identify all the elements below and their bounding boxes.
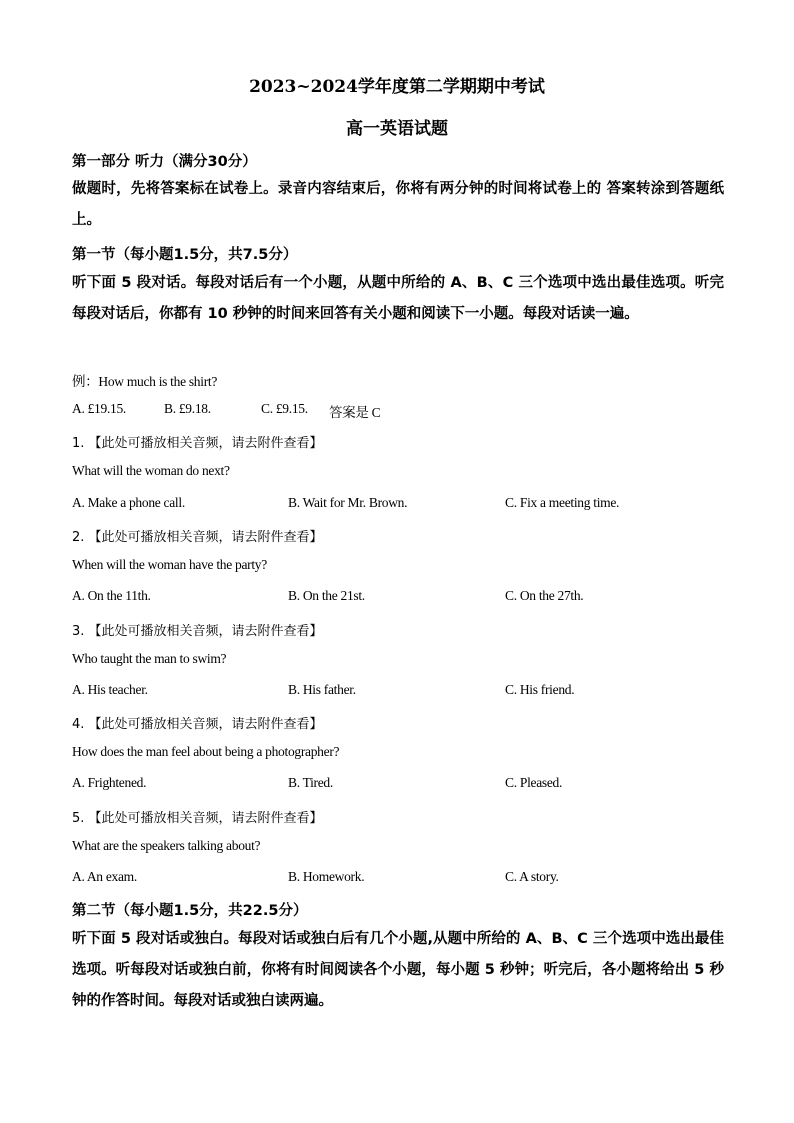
- section2-instructions: 听下面 5 段对话或独白。每段对话或独白后有几个小题,从题中所给的 A、B、C 三个选项中选出最佳选项。听每段对话或独白前，你将有时间阅读各个小题，每小题 5 秒钟；听完后，各小题将给出 5 秒钟的作答时间。每段对话或独白读两遍。: [72, 931, 724, 1009]
- q4-question: How does the man feel about being a photographer?: [72, 744, 340, 759]
- q2-audio-note[interactable]: 2. 【此处可播放相关音频，请去附件查看】: [72, 530, 323, 545]
- example-question: 例：How much is the shirt?: [72, 374, 218, 389]
- q3-question: Who taught the man to swim?: [72, 651, 227, 666]
- exam-subtitle: 高一英语试题: [346, 119, 448, 139]
- section1-instructions: 听下面 5 段对话。每段对话后有一个小题，从题中所给的 A、B、C 三个选项中选出最佳选项。听完每段对话后，你都有 10 秒钟的时间来回答有关小题和阅读下一小题。每段对话读一遍。: [72, 275, 724, 322]
- q5-option-c: C. A story.: [505, 869, 559, 884]
- q5-question: What are the speakers talking about?: [72, 838, 261, 853]
- example-answer: 答案是 C: [329, 405, 381, 420]
- q5-option-b: B. Homework.: [288, 869, 365, 884]
- q2-option-c: C. On the 27th.: [505, 588, 584, 603]
- example-option-c: C. £9.15.: [261, 401, 308, 416]
- q1-audio-note[interactable]: 1. 【此处可播放相关音频，请去附件查看】: [72, 436, 323, 451]
- example-option-a: A. £19.15.: [72, 401, 126, 416]
- q2-option-a: A. On the 11th.: [72, 588, 151, 603]
- q4-option-c: C. Pleased.: [505, 775, 563, 790]
- q3-audio-note[interactable]: 3. 【此处可播放相关音频，请去附件查看】: [72, 624, 323, 639]
- q4-audio-note[interactable]: 4. 【此处可播放相关音频，请去附件查看】: [72, 717, 323, 732]
- section1-heading: 第一节（每小题1.5分，共7.5分）: [72, 247, 298, 263]
- q1-option-c: C. Fix a meeting time.: [505, 495, 620, 510]
- q2-question: When will the woman have the party?: [72, 557, 267, 572]
- q1-question: What will the woman do next?: [72, 463, 230, 478]
- q5-audio-note[interactable]: 5. 【此处可播放相关音频，请去附件查看】: [72, 811, 323, 826]
- q3-option-b: B. His father.: [288, 682, 356, 697]
- q4-option-b: B. Tired.: [288, 775, 333, 790]
- example-option-b: B. £9.18.: [164, 401, 211, 416]
- section2-heading: 第二节（每小题1.5分，共22.5分）: [72, 903, 308, 919]
- q5-option-a: A. An exam.: [72, 869, 137, 884]
- q2-option-b: B. On the 21st.: [288, 588, 365, 603]
- q4-option-a: A. Frightened.: [72, 775, 147, 790]
- part1-instructions: 做题时，先将答案标在试卷上。录音内容结束后，你将有两分钟的时间将试卷上的 答案转涂到答题纸上。: [72, 181, 724, 228]
- q3-option-a: A. His teacher.: [72, 682, 148, 697]
- q3-option-c: C. His friend.: [505, 682, 575, 697]
- part1-heading: 第一部分 听力（满分30分）: [72, 154, 257, 170]
- q1-option-a: A. Make a phone call.: [72, 495, 185, 510]
- q1-option-b: B. Wait for Mr. Brown.: [288, 495, 408, 510]
- exam-title: 2023~2024学年度第二学期期中考试: [249, 77, 545, 97]
